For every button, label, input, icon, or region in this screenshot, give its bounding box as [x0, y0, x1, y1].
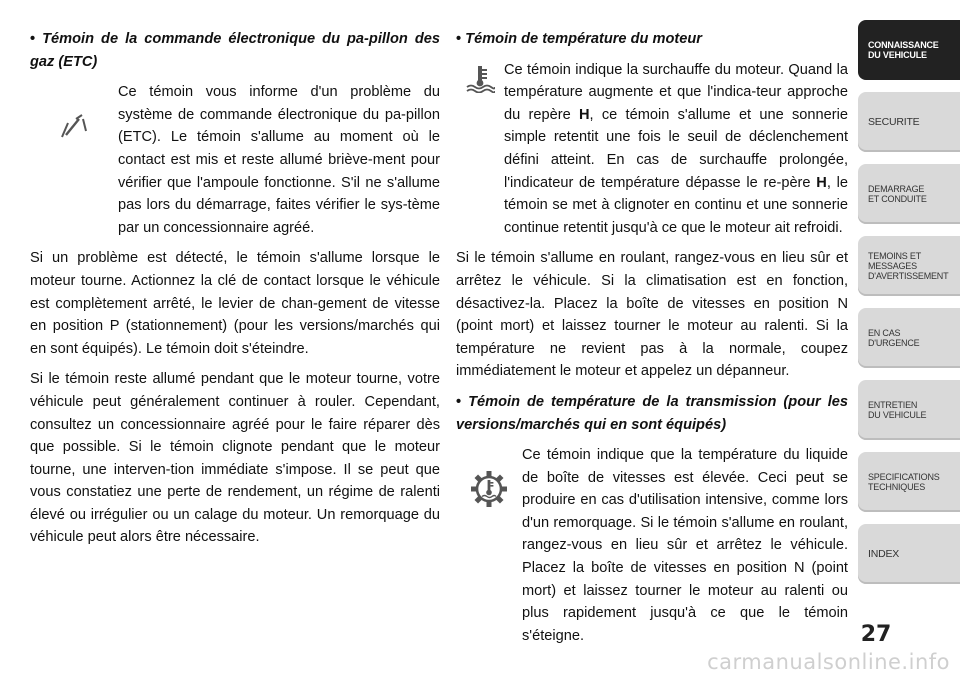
engine-temp-heading: • Témoin de température du moteur: [456, 28, 848, 51]
tab-entretien-du-vehicule[interactable]: ENTRETIEN DU VEHICULE: [858, 380, 960, 440]
watermark: carmanualsonline.info: [707, 650, 950, 674]
coolant-temperature-icon: [456, 59, 504, 99]
engine-temp-mark-h: H: [578, 106, 590, 123]
engine-temp-text-a: Ce témoin indique la surchauffe du moteur. Quand la température augmente et que l'indica-teur approche du repère: [504, 61, 848, 123]
trans-temp-paragraph-1: Ce témoin indique que la température du liquide de boîte de vitesses est élevée. Ceci peut se produire en cas d'utilisation intensive, comme lors d'un remorquage. Si le témoin s'allume en roulant, rangez-vous en lieu sûr et arrêtez le véhicule. Placez la boîte de vitesses en position N (point mort) et laissez tourner le moteur au ralenti ou plus rapidement jusqu'à ce que le témoin s'éteigne.: [522, 447, 848, 644]
tab-en-cas-d-urgence[interactable]: EN CAS D'URGENCE: [858, 308, 960, 368]
throttle-icon: [30, 81, 118, 171]
etc-paragraph-3: Si le témoin reste allumé pendant que le moteur tourne, votre véhicule peut généralement continuer à rouler. Cependant, consultez un concessionnaire agréé pour le faire réparer dès que possible. Si le témoin clignote pendant que le moteur tourne, une interven-tion immédiate s'impose. Il se peut que vous constatiez une perte de rendement, un régime de ralenti élevé ou irrégulier ou un calage du moteur. Un remorquage du véhicule peut alors être nécessaire.: [30, 371, 440, 546]
tab-demarrage-et-conduite[interactable]: DEMARRAGE ET CONDUITE: [858, 164, 960, 224]
tab-specifications-techniques[interactable]: SPECIFICATIONS TECHNIQUES: [858, 452, 960, 512]
tab-connaissance-du-vehicule[interactable]: CONNAISSANCE DU VEHICULE: [858, 20, 960, 80]
etc-paragraph-1: Ce témoin vous informe d'un problème du système de commande électronique du pa-pillon (ETC). Le témoin s'allume au moment où le contact est mis et reste allumé briève-ment pour vérifier que l'ampoule fonctionne. S'il ne s'allume pas lors du démarrage, faites vérifier le sys-tème par un concessionnaire agréé.: [118, 84, 440, 236]
tab-securite[interactable]: SECURITE: [858, 92, 960, 152]
section-tabs: [858, 20, 960, 596]
etc-heading: • Témoin de la commande électronique du pa-pillon des gaz (ETC): [30, 28, 440, 73]
right-column: [456, 28, 848, 655]
trans-temp-section: [456, 444, 848, 655]
engine-temp-paragraph-2: Si le témoin s'allume en roulant, rangez-vous en lieu sûr et arrêtez le véhicule. Si la climatisation est en fonction, désactivez-la. Placez la boîte de vitesses en position N (point mort) et laissez tourner le moteur au ralenti. Si la température ne revient pas à la normale, coupez immédiatement le moteur et appelez un dépanneur.: [456, 250, 848, 380]
engine-temp-mark-h-2: H: [816, 174, 827, 191]
etc-paragraph-2: Si un problème est détecté, le témoin s'allume lorsque le moteur tourne. Actionnez la clé de contact lorsque le véhicule est complètement arrêté, le levier de chan-gement de vitesse en position P (stationnement) (pour les versions/marchés qui en sont équipés). Le témoin doit s'éteindre.: [30, 250, 440, 357]
tab-index[interactable]: INDEX: [858, 524, 960, 584]
trans-temp-heading: • Témoin de température de la transmission (pour les versions/marchés qui en sont équipés): [456, 391, 848, 436]
transmission-temperature-icon: [456, 444, 522, 534]
page-number: 27: [860, 622, 892, 647]
left-column: [30, 28, 440, 557]
etc-section: [30, 81, 440, 247]
engine-temp-section: [456, 59, 848, 248]
engine-temp-paragraph-1: [504, 59, 848, 240]
engine-temp-text-c: , le témoin se met à clignoter en continu et une sonnerie continue retentit jusqu'à ce que le moteur ait refroidi.: [504, 174, 848, 236]
engine-temp-text-b: , ce témoin s'allume et une sonnerie simple retentit une fois le seuil de déclenchement défini atteint. En cas de surchauffe prolongée, l'indicateur de température dépasse le re-père: [504, 106, 848, 191]
tab-temoins-et-messages-d-avertissement[interactable]: TEMOINS ET MESSAGES D'AVERTISSEMENT: [858, 236, 960, 296]
